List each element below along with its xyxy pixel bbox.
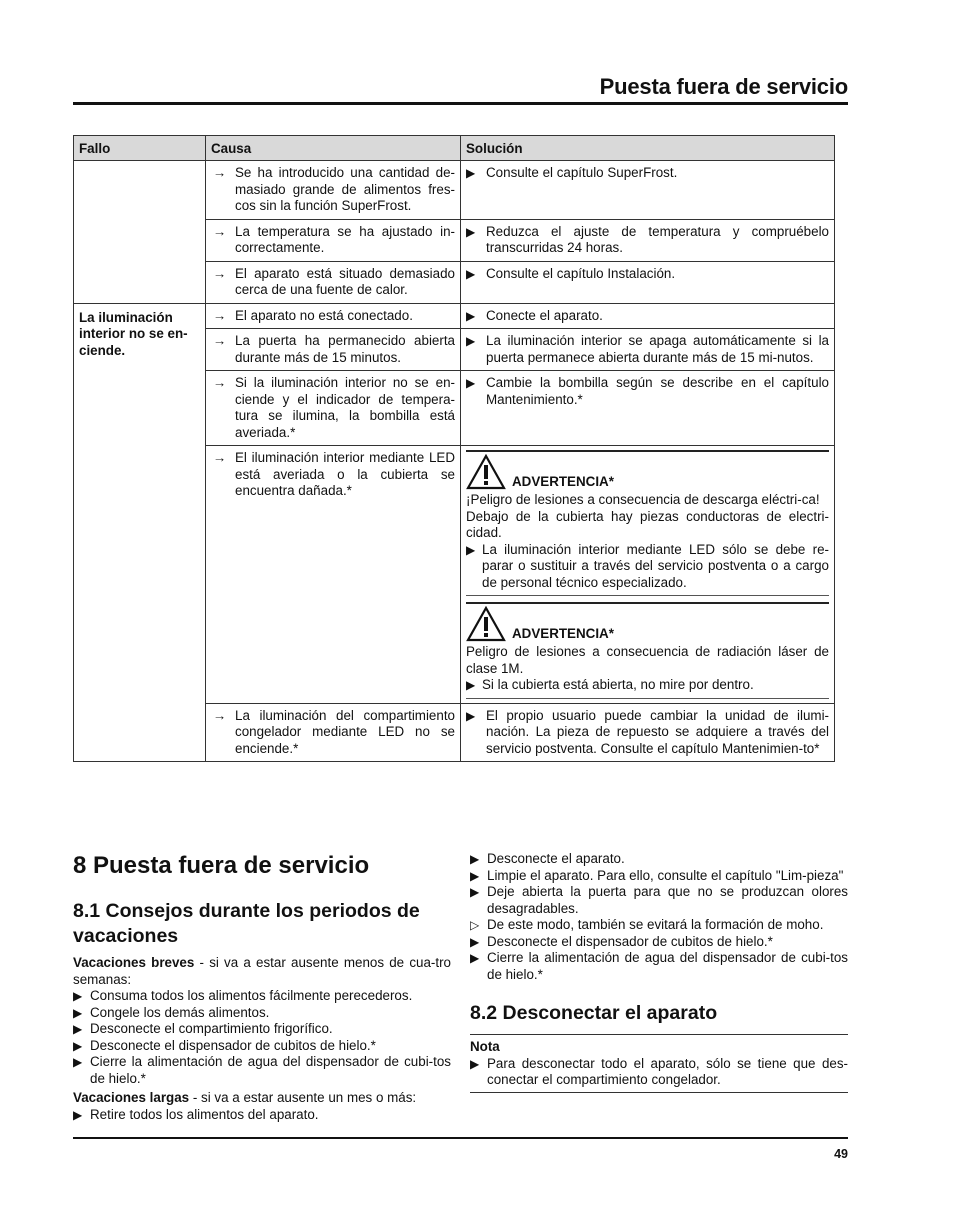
- solution-cell: [461, 161, 835, 220]
- warning-text: Debajo de la cubierta hay piezas conductoras de electri-cidad.: [466, 508, 829, 540]
- list-item: [470, 934, 848, 951]
- list-item: [470, 884, 848, 917]
- warning-instruction: Si la cubierta está abierta, no mire por dentro.: [482, 677, 754, 692]
- triangle-bullet-icon: ▶: [470, 868, 480, 883]
- long-vacation-label: Vacaciones largas: [73, 1090, 190, 1105]
- triangle-bullet-icon: ▶: [470, 1056, 480, 1071]
- section-title: 8 Puesta fuera de servicio: [73, 852, 370, 879]
- arrow-right-icon: →: [213, 333, 227, 348]
- solution-text: Reduzca el ajuste de temperatura y compruébelo transcurridas 24 horas.: [486, 223, 829, 255]
- list-item-text: Cierre la alimentación de agua del dispensador de cubi-tos de hielo.*: [487, 950, 848, 982]
- right-column: [470, 851, 848, 1093]
- warning-triangle-icon: [466, 454, 506, 490]
- cause-cell: [206, 329, 461, 371]
- triangle-bullet-icon: ▶: [466, 334, 476, 348]
- triangle-bullet-icon: ▶: [470, 934, 480, 949]
- list-item: [470, 868, 848, 885]
- troubleshooting-table: [73, 135, 835, 762]
- cause-cell: [206, 703, 461, 762]
- triangle-bullet-icon: ▶: [466, 166, 476, 180]
- list-item: [470, 1056, 848, 1089]
- note-text: Para desconectar todo el aparato, sólo se tiene que des-conectar el compartimiento congelador.: [487, 1055, 848, 1087]
- table-header-row: [74, 136, 835, 161]
- short-vacation-label: Vacaciones breves: [73, 955, 195, 970]
- triangle-bullet-icon: ▶: [466, 678, 476, 692]
- triangle-bullet-icon: ▶: [73, 1038, 83, 1053]
- triangle-bullet-icon: ▶: [466, 542, 476, 557]
- list-item: [73, 1005, 451, 1022]
- cause-cell: [206, 446, 461, 704]
- arrow-right-icon: →: [213, 450, 227, 465]
- list-item: [73, 988, 451, 1005]
- cause-text: El aparato está situado demasiado cerca de una fuente de calor.: [235, 265, 455, 297]
- list-item-text: Desconecte el compartimiento frigorífico.: [90, 1021, 333, 1036]
- triangle-bullet-icon: ▶: [470, 885, 480, 899]
- list-item: [470, 917, 848, 934]
- table-row: [74, 303, 835, 329]
- cause-text: La iluminación del compartimiento congelador mediante LED no se enciende.*: [235, 707, 455, 756]
- warning-box-laser: [466, 602, 829, 699]
- fault-cell-empty: [74, 161, 206, 304]
- solution-text: Consulte el capítulo SuperFrost.: [486, 165, 678, 180]
- list-item-text: Consuma todos los alimentos fácilmente perecederos.: [90, 988, 413, 1003]
- triangle-bullet-icon: ▶: [470, 951, 480, 965]
- cause-text: La puerta ha permanecido abierta durante más de 15 minutos.: [235, 333, 455, 365]
- arrow-right-icon: →: [213, 307, 227, 323]
- left-column: [73, 955, 451, 1123]
- subsection-title-disconnect: 8.2 Desconectar el aparato: [470, 1002, 718, 1024]
- triangle-bullet-icon: ▶: [73, 989, 83, 1003]
- list-item: [73, 1021, 451, 1038]
- triangle-bullet-icon: ▶: [73, 1055, 83, 1069]
- list-item: [73, 1038, 451, 1055]
- warning-box-electric: [466, 450, 829, 596]
- cause-cell: [206, 261, 461, 303]
- cause-text: La temperatura se ha ajustado in-correctamente.: [235, 223, 455, 255]
- short-vacation-intro: [73, 955, 451, 988]
- warning-title: ADVERTENCIA*: [512, 473, 614, 489]
- cause-cell: [206, 161, 461, 220]
- triangle-outline-icon: ▷: [470, 918, 480, 932]
- solution-text: Cambie la bombilla según se describe en el capítulo Mantenimiento.*: [486, 375, 829, 407]
- solution-cell: [461, 703, 835, 762]
- solution-text: Conecte el aparato.: [486, 307, 603, 323]
- list-item-text: Deje abierta la puerta para que no se produzcan olores desagradables.: [487, 884, 848, 916]
- solution-cell: [461, 303, 835, 329]
- long-vacation-intro: [73, 1090, 451, 1107]
- cause-cell: [206, 371, 461, 446]
- triangle-bullet-icon: ▶: [466, 224, 476, 239]
- triangle-bullet-icon: ▶: [466, 266, 476, 281]
- cause-text: Se ha introducido una cantidad de-masiado grande de alimentos fres-cos sin la función SuperFrost.: [235, 165, 455, 213]
- triangle-bullet-icon: ▶: [73, 1005, 83, 1020]
- triangle-bullet-icon: ▶: [466, 708, 476, 723]
- list-item-text: Desconecte el dispensador de cubitos de hielo.*: [487, 933, 773, 949]
- solution-cell-warnings: [461, 446, 835, 704]
- warning-title: ADVERTENCIA*: [512, 625, 614, 641]
- list-item-text: Cierre la alimentación de agua del dispensador de cubi-tos de hielo.*: [90, 1054, 451, 1086]
- fault-cell-lighting: La iluminación interior no se en-ciende.: [74, 303, 206, 762]
- triangle-bullet-icon: ▶: [73, 1022, 83, 1036]
- solution-text: El propio usuario puede cambiar la unidad de ilumi-nación. La pieza de repuesto se adquiere a través del servicio postventa. Consulte el capítulo Mantenimien-to*: [486, 707, 829, 756]
- page-header-title: Puesta fuera de servicio: [599, 74, 848, 99]
- list-item: [73, 1107, 451, 1124]
- list-item: [470, 950, 848, 983]
- list-item-text: Congele los demás alimentos.: [90, 1004, 270, 1020]
- arrow-right-icon: →: [213, 375, 227, 390]
- arrow-right-icon: →: [213, 265, 227, 281]
- page-number: 49: [834, 1147, 848, 1161]
- col-header-solucion: Solución: [461, 136, 835, 161]
- list-item: [73, 1054, 451, 1087]
- cause-text: El aparato no está conectado.: [235, 307, 413, 323]
- note-block: [470, 1034, 848, 1093]
- cause-text: El iluminación interior mediante LED está averiada o la cubierta se encuentra dañada.*: [235, 450, 455, 498]
- footer-rule: [73, 1137, 848, 1139]
- cause-cell: [206, 219, 461, 261]
- arrow-right-icon: →: [213, 165, 227, 180]
- warning-instruction: La iluminación interior mediante LED sólo se debe re-parar o sustituir a través del servicio postventa o a cargo de personal técnico especializado.: [482, 541, 829, 590]
- list-item: [470, 851, 848, 868]
- arrow-right-icon: →: [213, 223, 227, 239]
- list-item-text: De este modo, también se evitará la formación de moho.: [487, 917, 824, 932]
- solution-cell: [461, 371, 835, 446]
- subsection-title-vacations: 8.1 Consejos durante los periodos de vacaciones: [73, 900, 420, 947]
- arrow-right-icon: →: [213, 707, 227, 723]
- solution-cell: [461, 219, 835, 261]
- list-item-text: Desconecte el aparato.: [487, 851, 625, 866]
- triangle-bullet-icon: ▶: [73, 1107, 83, 1122]
- list-item-text: Limpie el aparato. Para ello, consulte el capítulo "Lim-pieza": [487, 867, 844, 883]
- triangle-bullet-icon: ▶: [466, 308, 476, 323]
- col-header-fallo: Fallo: [74, 136, 206, 161]
- table-row: [74, 161, 835, 220]
- header-rule: [73, 102, 848, 105]
- cause-text: Si la iluminación interior no se en-ciende y el indicador de tempera-tura se ilumina, la bombilla está averiada.*: [235, 375, 455, 440]
- long-vacation-text: - si va a estar ausente un mes o más:: [189, 1090, 417, 1105]
- warning-text: ¡Peligro de lesiones a consecuencia de descarga eléctri-ca!: [466, 492, 820, 507]
- warning-text: Peligro de lesiones a consecuencia de radiación láser de clase 1M.: [466, 644, 829, 676]
- list-item-text: Desconecte el dispensador de cubitos de hielo.*: [90, 1037, 376, 1053]
- solution-text: La iluminación interior se apaga automáticamente si la puerta permanece abierta durante más de 15 mi-nutos.: [486, 333, 829, 365]
- cause-cell: [206, 303, 461, 329]
- warning-triangle-icon: [466, 606, 506, 642]
- triangle-bullet-icon: ▶: [470, 852, 480, 866]
- triangle-bullet-icon: ▶: [466, 376, 476, 390]
- solution-cell: [461, 261, 835, 303]
- col-header-causa: Causa: [206, 136, 461, 161]
- list-item-text: Retire todos los alimentos del aparato.: [90, 1106, 319, 1122]
- short-vacation-text: - si va a estar ausente menos de cua-tro semanas:: [73, 955, 452, 987]
- note-title: Nota: [470, 1039, 500, 1054]
- solution-text: Consulte el capítulo Instalación.: [486, 265, 676, 281]
- solution-cell: [461, 329, 835, 371]
